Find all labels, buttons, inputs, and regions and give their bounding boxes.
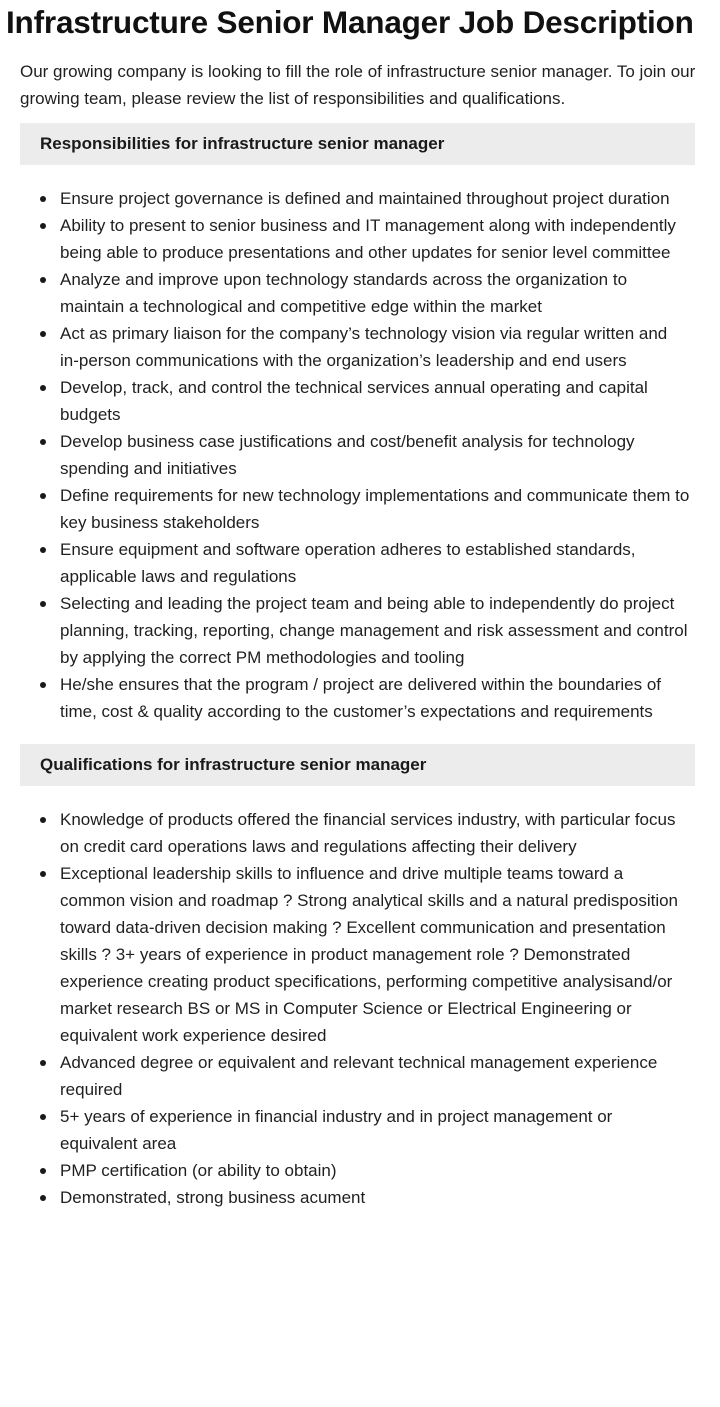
intro-paragraph: Our growing company is looking to fill the role of infrastructure senior manager. To join our growing team, please review the list of responsibilities and qualifications. (20, 62, 696, 108)
list-item-text: Ability to present to senior business and IT management along with independently being able to produce presentations and other updates for senior level committee (60, 216, 676, 262)
list-item (0, 590, 690, 671)
bullet-icon (40, 1060, 46, 1066)
list-item-text: He/she ensures that the program / project are delivered within the boundaries of time, cost & quality according to the customer’s expectations and requirements (60, 675, 662, 721)
responsibilities-heading: Responsibilities for infrastructure senior manager (20, 123, 695, 165)
bullet-icon (40, 1168, 46, 1174)
bullet-icon (40, 331, 46, 337)
list-item-text: Define requirements for new technology implementations and communicate them to key business stakeholders (60, 486, 690, 532)
bullet-icon (40, 1195, 46, 1201)
list-item (0, 185, 690, 212)
bullet-icon (40, 817, 46, 823)
list-item-text: PMP certification (or ability to obtain) (60, 1161, 337, 1180)
bullet-icon (40, 871, 46, 877)
list-item (0, 374, 690, 428)
list-item (0, 860, 690, 1049)
list-item (0, 1157, 690, 1184)
list-item (0, 671, 690, 725)
list-item-text: Develop business case justifications and cost/benefit analysis for technology spending and initiatives (60, 432, 635, 478)
bullet-icon (40, 439, 46, 445)
list-item-text: Act as primary liaison for the company’s technology vision via regular written and in-person communications with the organization’s leadership and end users (60, 324, 668, 370)
list-item-text: Demonstrated, strong business acument (60, 1188, 366, 1207)
list-item-text: Ensure equipment and software operation adheres to established standards, applicable laws and regulations (60, 540, 636, 586)
bullet-icon (40, 682, 46, 688)
list-item (0, 536, 690, 590)
bullet-icon (40, 547, 46, 553)
bullet-icon (40, 1114, 46, 1120)
list-item (0, 482, 690, 536)
page-title: Infrastructure Senior Manager Job Description (6, 4, 694, 40)
list-item (0, 428, 690, 482)
list-item (0, 1184, 690, 1211)
list-item (0, 212, 690, 266)
responsibilities-list (0, 185, 720, 725)
bullet-icon (40, 385, 46, 391)
bullet-icon (40, 223, 46, 229)
list-item-text: Exceptional leadership skills to influence and drive multiple teams toward a common vision and roadmap ? Strong analytical skills and a natural predisposition toward data-driven decision making ? Excellent communication and presentation skills ? 3+ years of experience in product management role ? Demonstrated experience creating product specifications, performing competitive analysisand/or market research BS or MS in Computer Science or Electrical Engineering or equivalent work experience desired (60, 864, 679, 1045)
bullet-icon (40, 196, 46, 202)
qualifications-list (0, 806, 720, 1211)
list-item (0, 1103, 690, 1157)
list-item (0, 266, 690, 320)
list-item (0, 1049, 690, 1103)
list-item-text: Analyze and improve upon technology standards across the organization to maintain a technological and competitive edge within the market (60, 270, 628, 316)
bullet-icon (40, 493, 46, 499)
list-item-text: Knowledge of products offered the financial services industry, with particular focus on credit card operations laws and regulations affecting their delivery (60, 810, 676, 856)
bullet-icon (40, 601, 46, 607)
list-item-text: 5+ years of experience in financial industry and in project management or equivalent area (60, 1107, 613, 1153)
list-item-text: Selecting and leading the project team and being able to independently do project planning, tracking, reporting, change management and risk assessment and control by applying the correct PM methodologies and tooling (60, 594, 688, 667)
list-item-text: Ensure project governance is defined and maintained throughout project duration (60, 189, 670, 208)
list-item-text: Develop, track, and control the technical services annual operating and capital budgets (60, 378, 648, 424)
list-item (0, 320, 690, 374)
list-item-text: Advanced degree or equivalent and relevant technical management experience required (60, 1053, 658, 1099)
qualifications-heading: Qualifications for infrastructure senior manager (20, 744, 695, 786)
list-item (0, 806, 690, 860)
bullet-icon (40, 277, 46, 283)
